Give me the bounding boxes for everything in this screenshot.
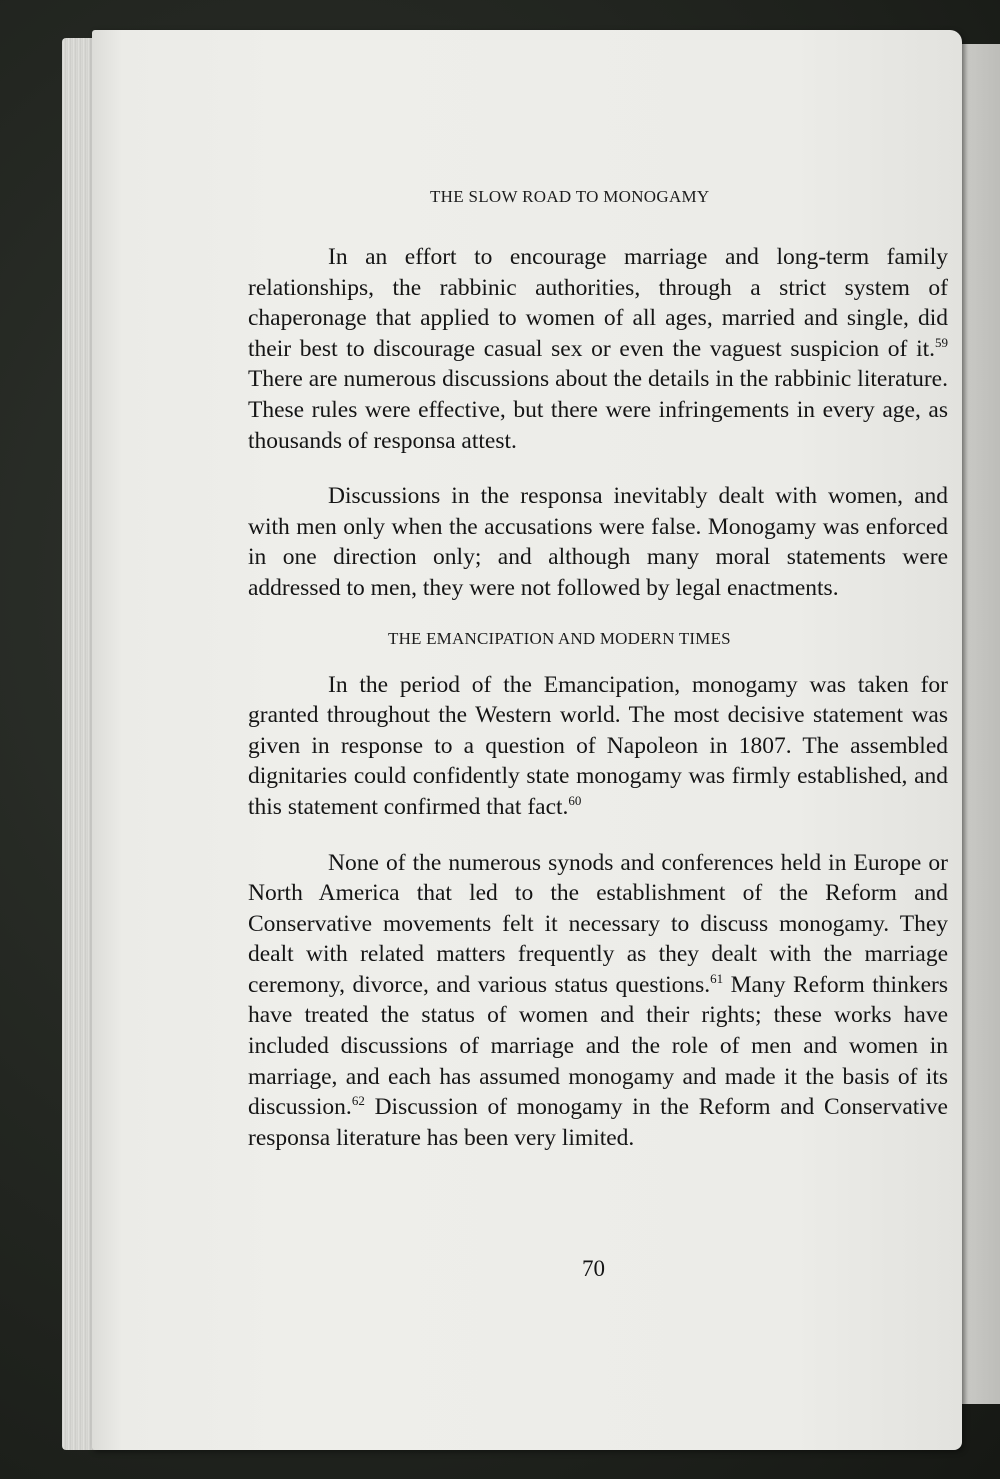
paragraph-4-text-end: Discussion of monogamy in the Reform and Conservative responsa literature has been very limited. — [248, 1094, 948, 1151]
page-number: 70 — [582, 1256, 605, 1281]
paragraph-4-text: None of the numerous synods and conferences held in Europe or North America that led to the establishment of the Reform and Conservative movements felt it necessary to discuss monogamy. They dealt with related matters frequently as they dealt with the marriage ceremony, divorce, and various status questions. — [248, 849, 948, 998]
paragraph-2-text: Discussions in the responsa inevitably dealt with women, and with men only when the accusations were false. Monogamy was enforced in one direction only; and although many moral statements were addressed to men, they were not followed by legal enactments. — [248, 483, 948, 601]
footnote-ref-60: 60 — [568, 792, 582, 808]
page-body — [248, 242, 948, 1153]
paragraph-1-text-cont: There are numerous discussions about the details in the rabbinic literature. These rules were effective, but there were infringements in every age, as thousands of responsa attest. — [248, 366, 948, 454]
paragraph-4-text-cont: Many Reform thinkers have treated the status of women and their rights; these works have included discussions of marriage and the role of men and women in marriage, and each has assumed monogamy and made it the basis of its discussion. — [248, 971, 948, 1121]
facing-page-edge — [958, 44, 1000, 1404]
footnote-ref-59: 59 — [935, 334, 948, 350]
paragraph-1 — [248, 242, 948, 456]
paragraph-3 — [248, 670, 948, 823]
paragraph-2 — [248, 481, 948, 603]
paragraph-1-text: In an effort to encourage marriage and long-term family relationships, the rabbinic authorities, through a strict system of chaperonage that applied to women of all ages, married and single, did their best to discourage casual sex or even the vaguest suspicion of it. — [248, 244, 948, 362]
paragraph-4 — [248, 848, 948, 1154]
running-head: THE SLOW ROAD TO MONOGAMY — [430, 187, 710, 206]
footnote-ref-62: 62 — [351, 1093, 365, 1109]
section-heading: THE EMANCIPATION AND MODERN TIMES — [388, 628, 731, 648]
footnote-ref-61: 61 — [710, 970, 724, 986]
paragraph-3-text: In the period of the Emancipation, monogamy was taken for granted throughout the Western world. The most decisive statement was given in response to a question of Napoleon in 1807. The assembled dignitaries could confidently state monogamy was firmly established, and this statement confirmed that fact. — [248, 671, 948, 820]
